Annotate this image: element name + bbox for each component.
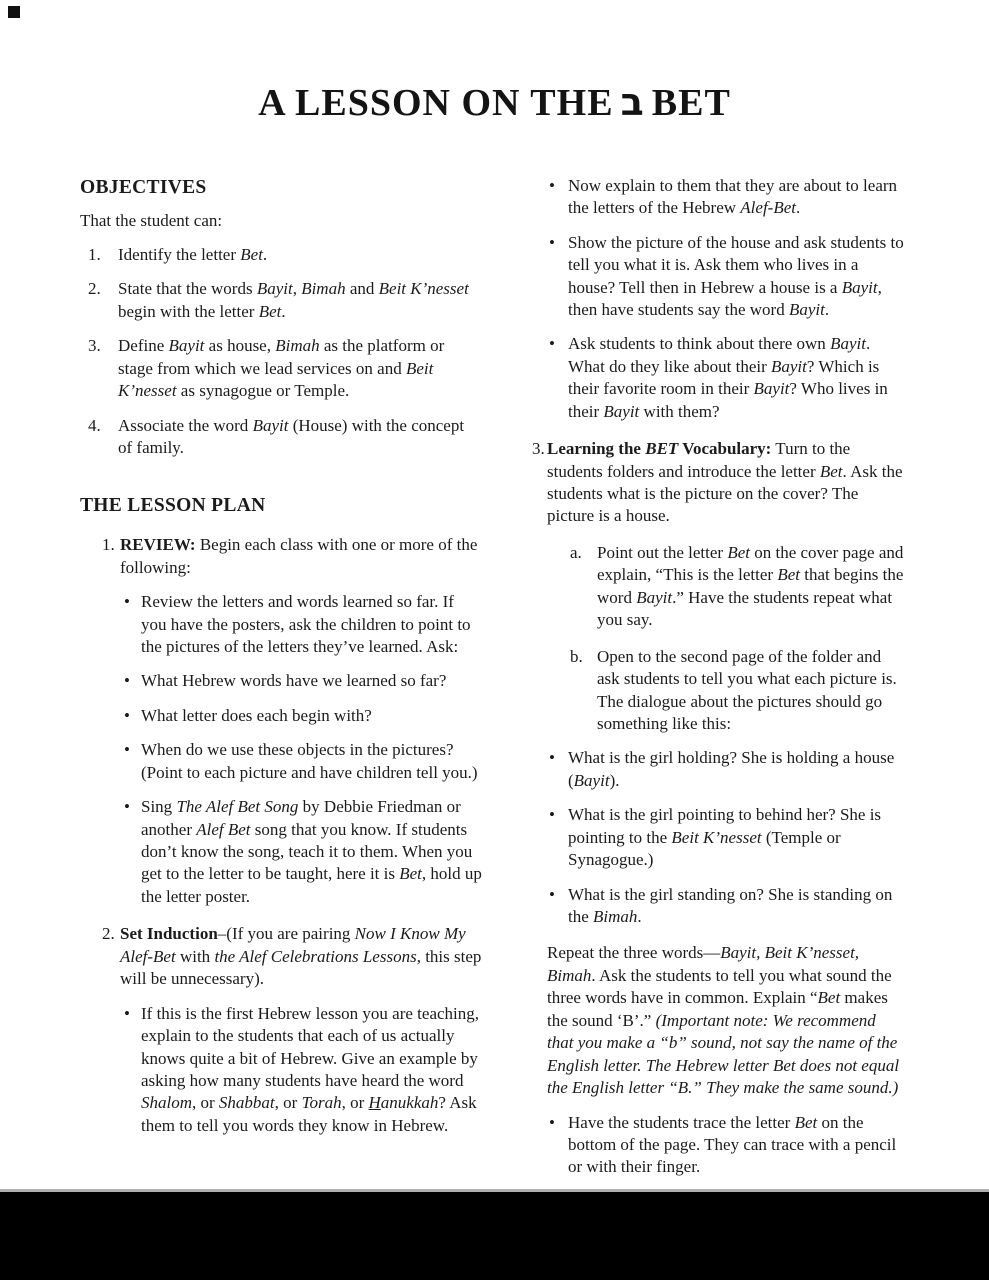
list-item bbox=[532, 333, 905, 423]
bullet-icon: • bbox=[549, 884, 555, 904]
list-marker: 3. bbox=[532, 439, 545, 459]
text-content: Point out the letter Bet on the cover page and explain, “This is the letter Bet that begins the word Bayit.” Have the students repeat what you say. bbox=[597, 542, 904, 630]
title-text-post: BET bbox=[651, 82, 731, 124]
list-marker: 2. bbox=[88, 279, 101, 299]
scan-artifact-mark bbox=[8, 6, 20, 18]
list-item bbox=[80, 534, 482, 579]
list-item bbox=[80, 244, 482, 266]
list-marker: 3. bbox=[88, 336, 101, 356]
list-item bbox=[532, 804, 905, 871]
list-item bbox=[80, 278, 482, 323]
bullet-icon: • bbox=[124, 671, 130, 691]
list-item bbox=[532, 884, 905, 929]
text-content: Review the letters and words learned so far. If you have the posters, ask the children to point to the pictures of the letters they’ve learned. Ask: bbox=[141, 592, 471, 656]
list-item bbox=[80, 335, 482, 402]
list-item bbox=[532, 542, 905, 632]
two-column-layout bbox=[0, 175, 989, 1179]
list-item bbox=[532, 747, 905, 792]
text-content: Ask students to think about there own Bayit. What do they like about their Bayit? Which is their favorite room in their Bayit? Who lives in their Bayit with them? bbox=[568, 334, 888, 421]
text-content: Set Induction–(If you are pairing Now I Know My Alef-Bet with the Alef Celebrations Lessons, this step will be unnecessary). bbox=[120, 924, 482, 989]
text-content: Identify the letter Bet. bbox=[118, 244, 268, 264]
list-marker: 1. bbox=[102, 535, 115, 555]
text-content: When do we use these objects in the pictures? (Point to each picture and have children tell you.) bbox=[141, 740, 478, 782]
right-column bbox=[532, 175, 905, 1179]
text-content: What is the girl holding? She is holding a house (Bayit). bbox=[568, 748, 895, 790]
list-item bbox=[532, 438, 905, 528]
bullet-icon: • bbox=[549, 334, 555, 354]
list-item bbox=[80, 670, 482, 692]
list-marker: 1. bbox=[88, 244, 101, 264]
left-column bbox=[80, 175, 482, 1179]
text-content: Have the students trace the letter Bet on the bottom of the page. They can trace with a pencil or with their finger. bbox=[568, 1112, 897, 1177]
section-heading bbox=[80, 493, 482, 519]
list-item bbox=[532, 646, 905, 736]
bullet-icon: • bbox=[124, 740, 130, 760]
list-item bbox=[80, 923, 482, 990]
text-content: What Hebrew words have we learned so far? bbox=[141, 671, 447, 691]
section-heading bbox=[80, 175, 482, 201]
list-item bbox=[80, 591, 482, 658]
page-title bbox=[0, 82, 989, 125]
bullet-icon: • bbox=[549, 748, 555, 768]
hebrew-letter-bet: ב bbox=[620, 80, 645, 124]
text-content: Repeat the three words—Bayit, Beit K’nesset, Bimah. Ask the students to tell you what sound the three words have in common. Explain “Bet makes the sound ‘B’.” (Important note: We recommend that you make a “b” sound, not say the name of the English letter. The Hebrew letter Bet does not equal the English letter “B.” They make the same sound.) bbox=[547, 943, 900, 1098]
paragraph bbox=[80, 210, 482, 232]
list-item bbox=[80, 1003, 482, 1138]
text-content: That the student can: bbox=[80, 210, 223, 230]
list-item bbox=[80, 705, 482, 727]
text-content: Learning the BET Vocabulary: Turn to the students folders and introduce the letter Bet. Ask the students what is the picture on the cover? The picture is a house. bbox=[547, 439, 903, 526]
bullet-icon: • bbox=[549, 232, 555, 252]
bullet-icon: • bbox=[549, 1112, 555, 1132]
list-marker: 2. bbox=[102, 924, 115, 944]
title-text-pre: A LESSON ON THE bbox=[258, 82, 614, 124]
text-content: Show the picture of the house and ask students to tell you what it is. Ask them who lives in a house? Tell then in Hebrew a house is a Bayit, then have students say the word Bayit. bbox=[568, 232, 904, 319]
text-content: OBJECTIVES bbox=[80, 176, 207, 198]
bullet-icon: • bbox=[124, 705, 130, 725]
text-content: What letter does each begin with? bbox=[141, 705, 372, 725]
text-content: What is the girl pointing to behind her? She is pointing to the Beit K’nesset (Temple or Synagogue.) bbox=[568, 805, 882, 870]
list-item bbox=[80, 739, 482, 784]
list-item bbox=[532, 175, 905, 220]
paragraph bbox=[532, 942, 905, 1099]
text-content: Define Bayit as house, Bimah as the platform or stage from which we lead services on and Beit K’nesset as synagogue or Temple. bbox=[118, 336, 445, 401]
text-content: THE LESSON PLAN bbox=[80, 495, 266, 517]
text-content: If this is the first Hebrew lesson you are teaching, explain to the students that each of us actually knows quite a bit of Hebrew. Give an example by asking how many students have heard the word Shalom, or Shabbat, or Torah, or Hanukkah? Ask them to tell you words they know in Hebrew. bbox=[141, 1003, 480, 1135]
text-content: Now explain to them that they are about to learn the letters of the Hebrew Alef-Bet. bbox=[568, 175, 898, 218]
bullet-icon: • bbox=[549, 175, 555, 195]
text-content: REVIEW: Begin each class with one or more of the following: bbox=[120, 535, 478, 577]
bullet-icon: • bbox=[124, 797, 130, 817]
list-marker: a. bbox=[570, 542, 582, 562]
text-content: Associate the word Bayit (House) with the concept of family. bbox=[118, 415, 465, 458]
list-item bbox=[532, 1112, 905, 1179]
bullet-icon: • bbox=[549, 805, 555, 825]
list-marker: 4. bbox=[88, 415, 101, 435]
text-content: Open to the second page of the folder and ask students to tell you what each picture is. The dialogue about the pictures should go something like this: bbox=[597, 646, 897, 733]
bullet-icon: • bbox=[124, 1003, 130, 1023]
list-item bbox=[80, 415, 482, 460]
bullet-icon: • bbox=[124, 592, 130, 612]
text-content: Sing The Alef Bet Song by Debbie Friedman or another Alef Bet song that you know. If students don’t know the song, teach it to them. When you get to the letter to be taught, here it is Bet, hold up the letter poster. bbox=[141, 797, 482, 906]
list-item bbox=[80, 796, 482, 908]
list-item bbox=[532, 232, 905, 322]
bottom-black-band bbox=[0, 1189, 989, 1280]
text-content: State that the words Bayit, Bimah and Beit K’nesset begin with the letter Bet. bbox=[118, 279, 469, 321]
list-marker: b. bbox=[570, 646, 583, 666]
text-content: What is the girl standing on? She is standing on the Bimah. bbox=[568, 884, 893, 927]
